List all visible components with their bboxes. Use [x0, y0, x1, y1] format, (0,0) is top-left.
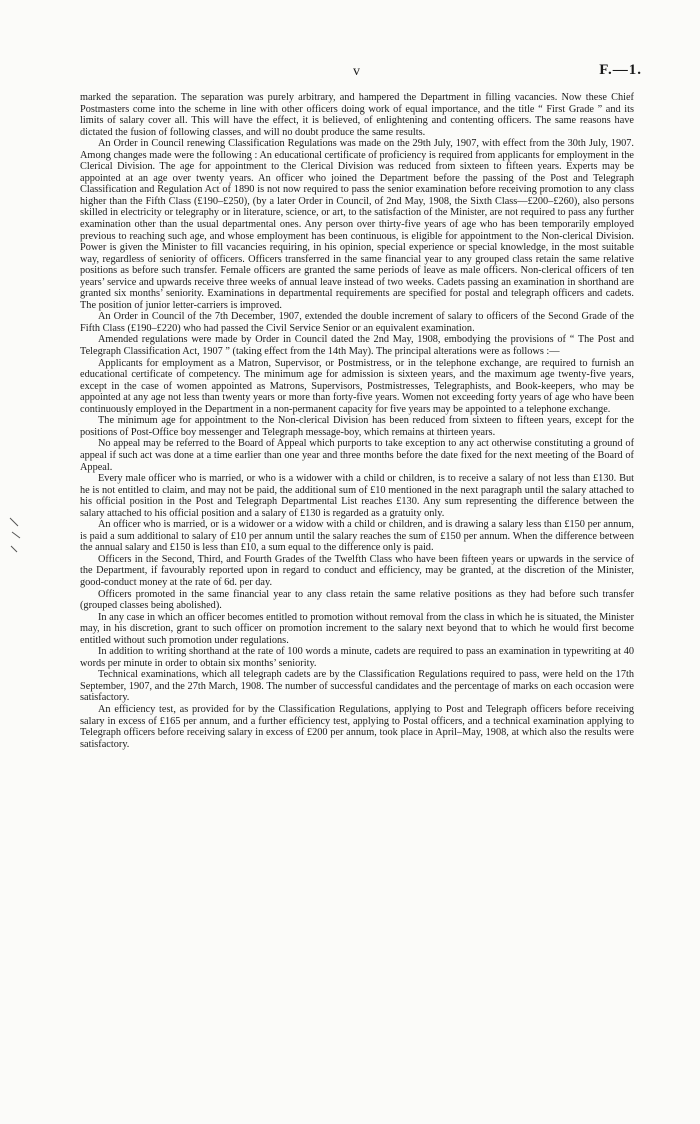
paragraph: marked the separation. The separation was purely arbitrary, and hampered the Department in filling vacancies. Now these Chief Postmasters come into the scheme in line with other officers doing work of equal importance, and the title “ First Grade ” and its limits of salary cover all. This will have the effect, it is believed, of enlightening and contenting officers. The same reasons have dictated the fusion of following classes, and will no doubt produce the same results.	[80, 92, 634, 138]
paragraph: The minimum age for appointment to the Non-clerical Division has been reduced from sixteen to fifteen years, except for the positions of Post-Office boy messenger and Telegraph message-boy, which remains at thirteen years.	[80, 415, 634, 438]
body-text	[80, 92, 634, 750]
paragraph: An Order in Council of the 7th December, 1907, extended the double increment of salary to officers of the Second Grade of the Fifth Class (£190–£220) who had passed the Civil Service Senior or an equivalent examination.	[80, 311, 634, 334]
paragraph: An Order in Council renewing Classification Regulations was made on the 29th July, 1907, with effect from the 30th July, 1907. Among changes made were the following : An educational certificate of proficiency is required from applicants for employment in the Clerical Division. The age for appointment to the Clerical Division was reduced from sixteen to fifteen years. Experts may be appointed at an age over twenty years. An officer who joined the Department before the passing of the Post and Telegraph Classification and Regulation Act of 1890 is not now required to pass the senior examination before receiving promotion to any class higher than the Fifth Class (£190–£250), (by a later Order in Council, of 2nd May, 1908, the Sixth Class—£200–£260), also persons skilled in electricity or telegraphy or in literature, science, or art, to the satisfaction of the Minister, are not required to pass any further examination other than the usual departmental ones. Any person over thirty-five years of age who has been temporarily employed previous to reaching such age, and whose employment has been continuous, is eligible for appointment to the Non-clerical Division. Power is given the Minister to fill vacancies requiring, in his opinion, special experience or special knowledge, in the most suitable way, regardless of seniority of officers. Officers transferred in the same financial year to any grouped class retain the same relative positions as before such transfer. Female officers are granted the same periods of leave as male officers. Non-clerical officers of ten years’ service and upwards receive three weeks of annual leave instead of two weeks. Cadets passing an examination in shorthand are granted six months’ seniority. Examinations in departmental requirements are specified for postal and telegraph officers and cadets. The position of junior letter-carriers is improved.	[80, 138, 634, 311]
paragraph: In addition to writing shorthand at the rate of 100 words a minute, cadets are required to pass an examination in typewriting at 40 words per minute in order to obtain six months’ seniority.	[80, 646, 634, 669]
document-page	[80, 58, 642, 750]
paragraph: An efficiency test, as provided for by the Classification Regulations, applying to Post and Telegraph officers before receiving salary in excess of £165 per annum, and a further efficiency test, applying to Postal officers, and a technical examination applying to Telegraph officers before receiving salary in excess of £200 per annum, took place in April–May, 1908, at which also the results were satisfactory.	[80, 703, 634, 750]
paragraph: In any case in which an officer becomes entitled to promotion without removal from the class in which he is situated, the Minister may, in his discretion, grant to such officer on promotion increment to the salary next beyond that to which he would first become entitled without such promotion under regulations.	[80, 611, 634, 646]
paragraph: Applicants for employment as a Matron, Supervisor, or Postmistress, or in the telephone exchange, are required to furnish an educational certificate of competency. The minimum age for admission is sixteen years, and the maximum age twenty-five years, except in the case of women appointed as Matrons, Supervisors, Postmistresses, Telegraphists, and Book-keepers, who may be appointed at any age not less than twenty years or more than forty-five years. Women not exceeding forty years of age who have been continuously employed in the Department in a non-permanent capacity for five years may be appointed to a telephone exchange.	[80, 357, 634, 415]
paragraph: Officers in the Second, Third, and Fourth Grades of the Twelfth Class who have been fifteen years or upwards in the service of the Department, if favourably reported upon in regard to conduct and efficiency, may be granted, at the discretion of the Minister, good-conduct money at the rate of 6d. per day.	[80, 553, 634, 588]
paragraph: Technical examinations, which all telegraph cadets are by the Classification Regulations required to pass, were held on the 17th September, 1907, and the 27th March, 1908. The number of successful candidates and the percentage of marks on each occasion were satisfactory.	[80, 669, 634, 704]
paragraph: Amended regulations were made by Order in Council dated the 2nd May, 1908, embodying the provisions of “ The Post and Telegraph Classification Act, 1907 ” (taking effect from the 14th May). The principal alterations were as follows :—	[80, 334, 634, 358]
paragraph: No appeal may be referred to the Board of Appeal which purports to take exception to any act otherwise constituting a ground of appeal if such act was done at a time earlier than one year and three months before the date fixed for the next meeting of the Board of Appeal.	[80, 438, 634, 473]
page-header	[80, 58, 642, 88]
series-label: F.—1.	[599, 62, 642, 78]
paragraph: Every male officer who is married, or who is a widower with a child or children, is to receive a salary of not less than £130. But he is not entitled to claim, and may not be paid, the additional sum of £10 mentioned in the next paragraph until the salary attached to his official position in the Post and Telegraph Departmental List reaches £130. Any sum representing the difference between the salary attached to his official position and a salary of £130 is regarded as a gratuity only.	[80, 473, 634, 519]
paragraph: Officers promoted in the same financial year to any class retain the same relative positions as they had before such transfer (grouped classes being abolished).	[80, 588, 634, 612]
page-number: v	[353, 64, 361, 79]
margin-scan-mark	[8, 516, 22, 556]
paragraph: An officer who is married, or is a widower or a widow with a child or children, and is drawing a salary less than £150 per annum, is paid a sum additional to salary of £10 per annum until the salary reaches the sum of £150 per annum. When the difference between the annual salary and £150 is less than £10, a sum equal to the difference only is paid.	[80, 519, 634, 554]
